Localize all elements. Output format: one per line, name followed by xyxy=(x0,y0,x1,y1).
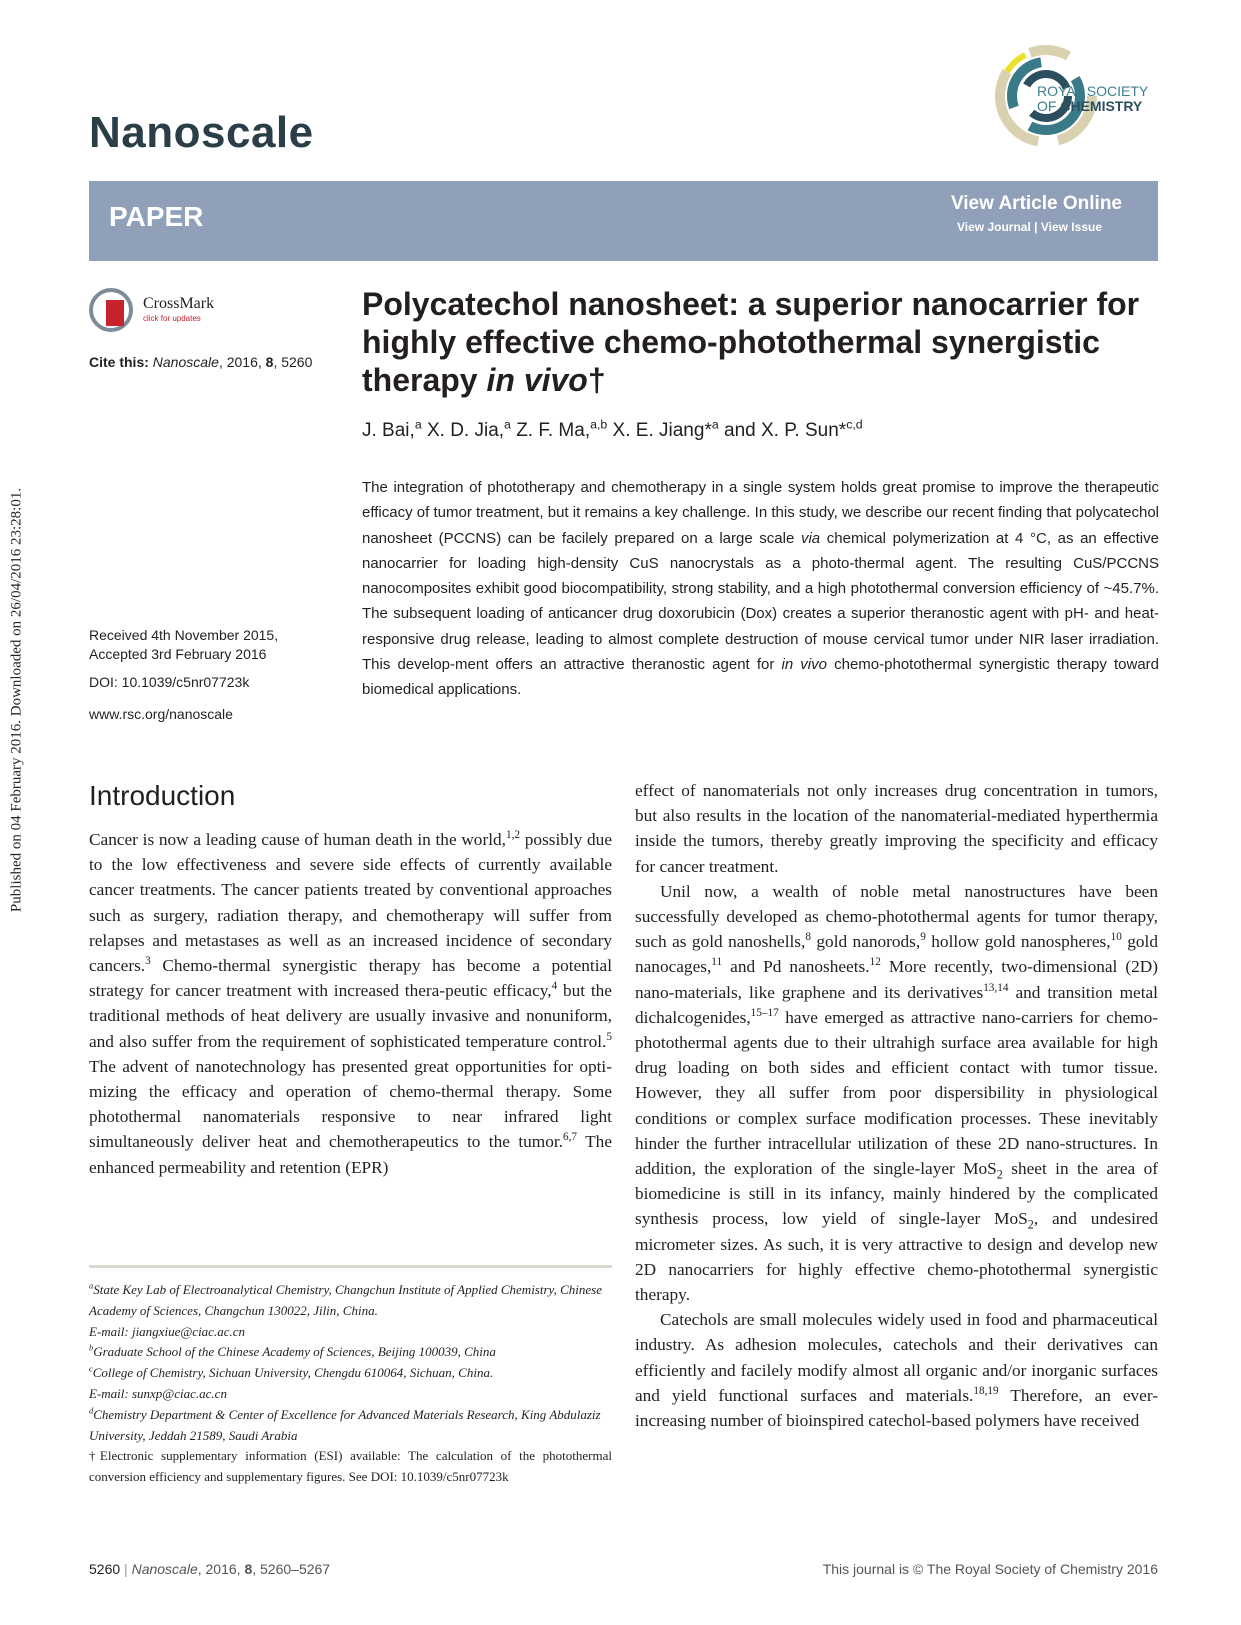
reference-mark[interactable]: 18,19 xyxy=(973,1385,999,1398)
crossmark-icon xyxy=(89,288,133,332)
body-text: effect of nanomaterials not only increases drug concentration in tumors, but also results in the location of the nanomaterial-mediated hyperthermia inside the tumors, thereby greatly improving the specificity and efficacy for cancer treatment. xyxy=(635,781,1158,876)
crossmark-label: CrossMark xyxy=(143,295,215,312)
cite-year: , 2016, xyxy=(218,354,266,370)
body-text: and transition metal dichalcogenides, xyxy=(635,982,1158,1027)
footnote-divider xyxy=(89,1265,612,1268)
footnote-d xyxy=(89,1405,612,1447)
body-text: , and undesired micrometer sizes. As such, it is very attractive to design and develop new 2D nanocarriers for highly effective chemo-photothermal synergistic therapy. xyxy=(635,1209,1158,1305)
body-text: have emerged as attractive nano-carriers for chemo-photothermal agents due to their ultrahigh surface area available for high drug loading on both sides and efficient contact with tumor tissue. However, they all suffer from poor dispersibility in physiological conditions or complex surface modification processes. These inevitably hinder the further intracellular utilization of these 2D nano-structures. In addition, the exploration of the single-layer MoS xyxy=(635,1007,1158,1179)
footer-year: , 2016, xyxy=(197,1561,245,1577)
abstract-italic: via xyxy=(800,529,821,547)
body-text: and Pd nanosheets. xyxy=(722,957,870,977)
rsc-logo[interactable] xyxy=(990,40,1160,152)
footnote-b xyxy=(89,1342,612,1363)
body-text: hollow gold nanospheres, xyxy=(925,932,1111,952)
abstract xyxy=(362,475,1159,703)
footer-separator: | xyxy=(120,1561,132,1577)
reference-mark[interactable]: 5 xyxy=(606,1030,612,1043)
view-links xyxy=(957,220,1102,234)
download-side-note xyxy=(2,460,32,940)
link-separator: | xyxy=(1034,220,1038,234)
article-title xyxy=(362,285,1162,399)
reference-mark[interactable]: 10 xyxy=(1110,931,1122,944)
logo-line2 xyxy=(1037,99,1148,114)
footer-journal: Nanoscale xyxy=(131,1561,198,1577)
paragraph xyxy=(635,1307,1158,1433)
cite-journal: Nanoscale xyxy=(152,354,219,370)
reference-mark[interactable]: 15–17 xyxy=(750,1007,779,1020)
body-text: Cancer is now a leading cause of human death in the world, xyxy=(89,830,506,849)
page-number: 5260 xyxy=(89,1561,121,1577)
crossmark-badge[interactable] xyxy=(89,288,249,338)
footer-pages: , 5260–5267 xyxy=(252,1561,331,1577)
citation xyxy=(89,354,312,370)
abstract-italic: in vivo xyxy=(781,656,827,674)
view-issue-link[interactable]: View Issue xyxy=(1040,220,1102,234)
title-dagger: † xyxy=(587,362,606,398)
footnote-a xyxy=(89,1280,612,1322)
footnote-email[interactable]: E-mail: jiangxiue@ciac.ac.cn xyxy=(89,1323,245,1339)
footnotes xyxy=(89,1280,612,1488)
footnote-esi: †Electronic supplementary information (ESI) available: The calculation of the photothermal conversion efficiency and supplementary figures. See DOI: 10.1039/c5nr07723k xyxy=(89,1448,612,1485)
body-text: sheet in the area of biomedicine is still in its infancy, mainly hindered by the complicated synthesis process, low yield of single-layer MoS xyxy=(635,1159,1159,1229)
logo-line1: ROYAL SOCIETY xyxy=(1037,83,1149,99)
footnote-mark: b xyxy=(89,1343,94,1354)
cite-page: , 5260 xyxy=(273,354,313,370)
intro-right-column xyxy=(635,778,1158,1433)
accepted-date: Accepted 3rd February 2016 xyxy=(89,646,267,662)
doi[interactable]: DOI: 10.1039/c5nr07723k xyxy=(89,674,250,690)
footnote-text: Graduate School of the Chinese Academy of Sciences, Beijing 100039, China xyxy=(93,1344,496,1360)
affiliation-mark: a xyxy=(711,417,719,432)
rsc-logo-text xyxy=(1037,84,1148,114)
side-note-text: Published on 04 February 2016. Downloaded on 26/04/2016 23:28:01. xyxy=(8,487,25,913)
abstract-text: chemical polymerization at 4 °C, as an effective nanocarrier for loading high-density CuS nanocrystals as a photo-thermal agent. The resulting CuS/PCCNS nanocomposites exhibit good biocompatibility, strong stability, and a high photothermal conversion efficiency of ~45.7%. The subsequent loading of anticancer drug doxorubicin (Dox) creates a superior theranostic agent with pH- and heat-responsive drug release, leading to almost complete destruction of mouse cervical tumor under NIR laser irradiation. This develop-ment offers an attractive theranostic agent for xyxy=(362,529,1159,674)
copyright: This journal is © The Royal Society of Chemistry 2016 xyxy=(822,1561,1158,1577)
footnote-mark: d xyxy=(89,1405,94,1416)
intro-left-column xyxy=(89,827,612,1180)
reference-mark[interactable]: 3 xyxy=(145,955,151,968)
body-text: Unil now, a wealth of noble metal nanostructures have been successfully developed as chemo-photothermal agents for tumor therapy, such as gold nanoshells, xyxy=(635,881,1158,952)
logo-line2-bold: CHEMISTRY xyxy=(1060,98,1143,114)
abstract-text: The integration of phototherapy and chemotherapy in a single system holds great promise to improve the therapeutic efficacy of tumor treatment, but it remains a key challenge. In this study, we describe our recent finding that polycatechol nanosheet (PCCNS) can be facilely prepared on a large scale xyxy=(362,479,1159,547)
footnote-text: College of Chemistry, Sichuan University, Chengdu 610064, Sichuan, China. xyxy=(92,1365,494,1381)
footnote-mark: c xyxy=(89,1363,93,1374)
reference-mark[interactable]: 12 xyxy=(869,956,881,969)
reference-mark[interactable]: 9 xyxy=(920,931,926,944)
journal-url[interactable]: www.rsc.org/nanoscale xyxy=(89,706,233,722)
footnote-text: State Key Lab of Electroanalytical Chemistry, Changchun Institute of Applied Chemistry, Chinese Academy of Sciences, Changchun 130022, Jilin, China. xyxy=(89,1282,602,1318)
page-footer-citation xyxy=(89,1561,330,1577)
author: X. E. Jiang* xyxy=(607,420,712,441)
journal-name: Nanoscale xyxy=(89,108,314,157)
reference-mark[interactable]: 8 xyxy=(805,931,811,944)
body-text: Therefore, an ever-increasing number of bioinspired catechol-based polymers have received xyxy=(635,1385,1159,1431)
paragraph xyxy=(635,778,1158,879)
subscript: 2 xyxy=(996,1167,1003,1182)
affiliation-mark: a xyxy=(504,417,511,432)
body-text: The enhanced permeability and retention (EPR) xyxy=(89,1132,612,1177)
paragraph xyxy=(635,879,1158,1307)
footer-volume: 8 xyxy=(244,1561,253,1577)
affiliation-mark: c,d xyxy=(846,417,863,432)
section-heading: Introduction xyxy=(89,780,236,811)
view-article-online-link[interactable]: View Article Online xyxy=(950,193,1122,214)
footnote-email[interactable]: E-mail: sunxp@ciac.ac.cn xyxy=(89,1385,227,1401)
body-text: Chemo-thermal synergistic therapy has become a potential strategy for cancer treatment with increased thera-peutic efficacy, xyxy=(89,956,612,1001)
reference-mark[interactable]: 11 xyxy=(711,956,723,969)
logo-line2-prefix: OF xyxy=(1037,98,1061,114)
author: and X. P. Sun* xyxy=(718,420,847,441)
author: Z. F. Ma, xyxy=(510,420,591,441)
reference-mark[interactable]: 6,7 xyxy=(562,1131,578,1144)
reference-mark[interactable]: 13,14 xyxy=(983,981,1009,994)
reference-mark[interactable]: 1,2 xyxy=(505,829,521,842)
affiliation-mark: a xyxy=(414,417,422,432)
dates xyxy=(89,626,278,664)
reference-mark[interactable]: 4 xyxy=(551,980,558,993)
body-text: but the traditional methods of heat delivery are usually invasive and nonuniform, and also suffer from the requirement of sophisticated temperature control. xyxy=(89,981,612,1051)
body-text: The advent of nanotechnology has presented great opportunities for opti-mizing the efficacy and operation of chemo-thermal therapy. Some photothermal nanomaterials responsive to near infrared light simultaneously deliver heat and chemotherapeutics to the tumor. xyxy=(89,1056,612,1152)
body-text: gold nanorods, xyxy=(810,932,921,952)
view-journal-link[interactable]: View Journal xyxy=(956,220,1031,234)
author: J. Bai, xyxy=(362,420,415,441)
abstract-text: chemo-photothermal synergistic therapy toward biomedical applications. xyxy=(362,656,1159,699)
author: X. D. Jia, xyxy=(421,420,505,441)
author-list xyxy=(362,417,863,442)
cite-volume: 8 xyxy=(265,354,274,370)
crossmark-sub: click for updates xyxy=(143,314,201,323)
subscript: 2 xyxy=(1027,1217,1034,1232)
title-main: Polycatechol nanosheet: a superior nanocarrier for highly effective chemo-photothermal synergistic therapy xyxy=(362,286,1140,398)
footnote-text: Chemistry Department & Center of Excellence for Advanced Materials Research, King Abdulaziz University, Jeddah 21589, Saudi Arabia xyxy=(89,1406,601,1443)
footnote-c xyxy=(89,1363,612,1384)
cite-label: Cite this: xyxy=(89,354,149,370)
body-text: possibly due to the low effectiveness and severe side effects of currently available cancer treatments. The cancer patients treated by conventional approaches such as surgery, radiation therapy, and chemotherapy will suffer from relapses and metastases as well as an increased incidence of secondary cancers. xyxy=(89,830,612,976)
body-text: gold nanocages, xyxy=(635,932,1158,977)
title-italic: in vivo xyxy=(486,362,588,398)
body-text: Catechols are small molecules widely used in food and pharmaceutical industry. As adhesion molecules, catechols and their derivatives can efficiently and facilely modify almost all organic and/or inorganic surfaces and yield functional surfaces and materials. xyxy=(635,1310,1158,1405)
body-text: More recently, two-dimensional (2D) nano-materials, like graphene and its derivatives xyxy=(635,957,1159,1002)
article-type: PAPER xyxy=(109,201,204,232)
footnote-mark: a xyxy=(89,1280,94,1291)
received-date: Received 4th November 2015, xyxy=(89,627,279,643)
article-type-banner xyxy=(89,181,1158,261)
affiliation-mark: a,b xyxy=(590,417,608,432)
